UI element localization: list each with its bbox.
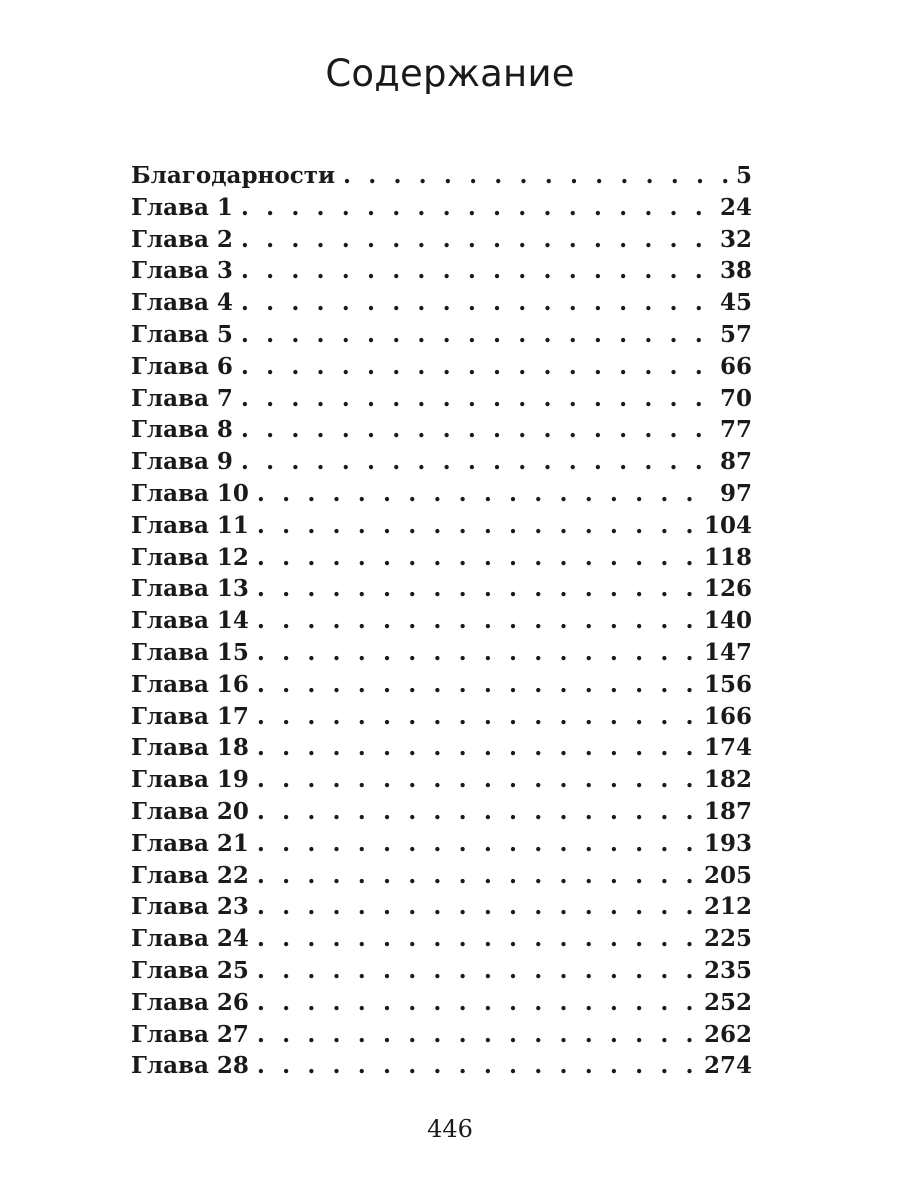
toc-entry-page: 212 xyxy=(703,893,752,921)
toc-entry-title: Глава 7 xyxy=(131,384,233,412)
toc-entry-page: 57 xyxy=(719,320,752,348)
toc-entry[interactable] xyxy=(131,383,752,415)
toc-entry[interactable] xyxy=(131,255,752,287)
toc-entry-title: Глава 9 xyxy=(131,448,233,476)
toc-entry-page: 205 xyxy=(703,861,752,889)
toc-entry-title: Глава 8 xyxy=(131,416,233,444)
toc-entry-title: Глава 11 xyxy=(131,511,249,539)
dot-leader xyxy=(257,860,696,892)
dot-leader xyxy=(241,446,712,478)
toc-entry[interactable] xyxy=(131,351,752,383)
dot-leader xyxy=(257,605,696,637)
toc-entry[interactable] xyxy=(131,891,752,923)
toc-entry-page: 252 xyxy=(703,988,752,1016)
toc-entry-title: Глава 18 xyxy=(131,734,249,762)
toc-entry[interactable] xyxy=(131,573,752,605)
toc-entry[interactable] xyxy=(131,923,752,955)
dot-leader xyxy=(257,637,696,669)
toc-entry-page: 182 xyxy=(703,766,752,794)
dot-leader xyxy=(257,796,696,828)
dot-leader xyxy=(241,255,712,287)
dot-leader xyxy=(257,510,696,542)
toc-entry[interactable] xyxy=(131,605,752,637)
toc-entry[interactable] xyxy=(131,796,752,828)
toc-entry-title: Глава 12 xyxy=(131,543,249,571)
toc-entry[interactable] xyxy=(131,955,752,987)
toc-entry-title: Глава 1 xyxy=(131,193,233,221)
dot-leader xyxy=(257,923,696,955)
dot-leader xyxy=(257,478,712,510)
toc-entry[interactable] xyxy=(131,701,752,733)
page-title: Содержание xyxy=(325,52,575,95)
dot-leader xyxy=(241,224,712,256)
toc-entry-page: 140 xyxy=(703,607,752,635)
toc-entry[interactable] xyxy=(131,478,752,510)
toc-entry-title: Глава 23 xyxy=(131,893,249,921)
dot-leader xyxy=(257,701,696,733)
dot-leader xyxy=(241,351,712,383)
toc-entry-page: 118 xyxy=(703,543,752,571)
toc-entry-page: 45 xyxy=(719,289,752,317)
dot-leader xyxy=(257,987,696,1019)
toc-entry[interactable] xyxy=(131,414,752,446)
toc-entry-page: 87 xyxy=(719,448,752,476)
dot-leader xyxy=(257,891,696,923)
dot-leader xyxy=(257,732,696,764)
dot-leader xyxy=(241,192,712,224)
toc-entry-title: Глава 20 xyxy=(131,797,249,825)
toc-entry-page: 156 xyxy=(703,670,752,698)
toc-entry-title: Глава 6 xyxy=(131,352,233,380)
dot-leader xyxy=(257,573,696,605)
toc-entry-title: Глава 3 xyxy=(131,257,233,285)
toc-entry-page: 104 xyxy=(703,511,752,539)
dot-leader xyxy=(343,160,728,192)
toc-entry-page: 187 xyxy=(703,797,752,825)
toc-entry-page: 32 xyxy=(719,225,752,253)
toc-entry[interactable] xyxy=(131,764,752,796)
toc-entry[interactable] xyxy=(131,510,752,542)
toc-entry[interactable] xyxy=(131,1050,752,1082)
toc-entry[interactable] xyxy=(131,1019,752,1051)
toc-entry-title: Глава 21 xyxy=(131,829,249,857)
dot-leader xyxy=(257,669,696,701)
toc-entry-title: Глава 14 xyxy=(131,607,249,635)
dot-leader xyxy=(241,383,712,415)
toc-entry-page: 38 xyxy=(719,257,752,285)
dot-leader xyxy=(241,414,712,446)
dot-leader xyxy=(257,542,696,574)
toc-entry-title: Глава 26 xyxy=(131,988,249,1016)
toc-entry-title: Глава 10 xyxy=(131,479,249,507)
toc-entry[interactable] xyxy=(131,732,752,764)
toc-entry[interactable] xyxy=(131,860,752,892)
toc-entry[interactable] xyxy=(131,637,752,669)
toc-entry[interactable] xyxy=(131,192,752,224)
dot-leader xyxy=(257,1019,696,1051)
toc-entry-page: 24 xyxy=(719,193,752,221)
toc-entry[interactable] xyxy=(131,828,752,860)
toc-entry-page: 274 xyxy=(703,1052,752,1080)
dot-leader xyxy=(257,828,696,860)
toc-entry-title: Глава 16 xyxy=(131,670,249,698)
toc-entry[interactable] xyxy=(131,160,752,192)
toc-entry[interactable] xyxy=(131,542,752,574)
toc-entry-title: Глава 5 xyxy=(131,320,233,348)
toc-entry-page: 235 xyxy=(703,956,752,984)
toc-entry-title: Глава 4 xyxy=(131,289,233,317)
toc-entry[interactable] xyxy=(131,224,752,256)
toc-entry-title: Глава 2 xyxy=(131,225,233,253)
toc-entry-title: Благодарности xyxy=(131,162,336,189)
toc-entry[interactable] xyxy=(131,319,752,351)
toc-entry-title: Глава 13 xyxy=(131,575,249,603)
dot-leader xyxy=(257,1050,696,1082)
toc-entry-page: 5 xyxy=(735,162,752,189)
dot-leader xyxy=(241,319,712,351)
toc-entry-page: 70 xyxy=(719,384,752,412)
toc-entry-page: 77 xyxy=(719,416,752,444)
toc-entry-title: Глава 22 xyxy=(131,861,249,889)
toc-entry-page: 147 xyxy=(703,638,752,666)
toc-entry-page: 225 xyxy=(703,925,752,953)
toc-entry-title: Глава 19 xyxy=(131,766,249,794)
page-number: 446 xyxy=(427,1115,473,1143)
toc-entry[interactable] xyxy=(131,669,752,701)
dot-leader xyxy=(257,764,696,796)
dot-leader xyxy=(241,287,712,319)
toc-entry-page: 174 xyxy=(703,734,752,762)
toc-entry-title: Глава 25 xyxy=(131,956,249,984)
toc-entry-page: 166 xyxy=(703,702,752,730)
toc-entry[interactable] xyxy=(131,287,752,319)
toc-entry-title: Глава 27 xyxy=(131,1020,249,1048)
toc-entry-page: 66 xyxy=(719,352,752,380)
toc-entry-title: Глава 28 xyxy=(131,1052,249,1080)
toc-entry[interactable] xyxy=(131,446,752,478)
toc-entry-title: Глава 15 xyxy=(131,638,249,666)
toc-entry-page: 126 xyxy=(703,575,752,603)
table-of-contents xyxy=(131,160,752,1082)
toc-entry-page: 262 xyxy=(703,1020,752,1048)
toc-entry-page: 193 xyxy=(703,829,752,857)
toc-entry-page: 97 xyxy=(719,479,752,507)
dot-leader xyxy=(257,955,696,987)
toc-entry[interactable] xyxy=(131,987,752,1019)
toc-entry-title: Глава 17 xyxy=(131,702,249,730)
toc-entry-title: Глава 24 xyxy=(131,925,249,953)
